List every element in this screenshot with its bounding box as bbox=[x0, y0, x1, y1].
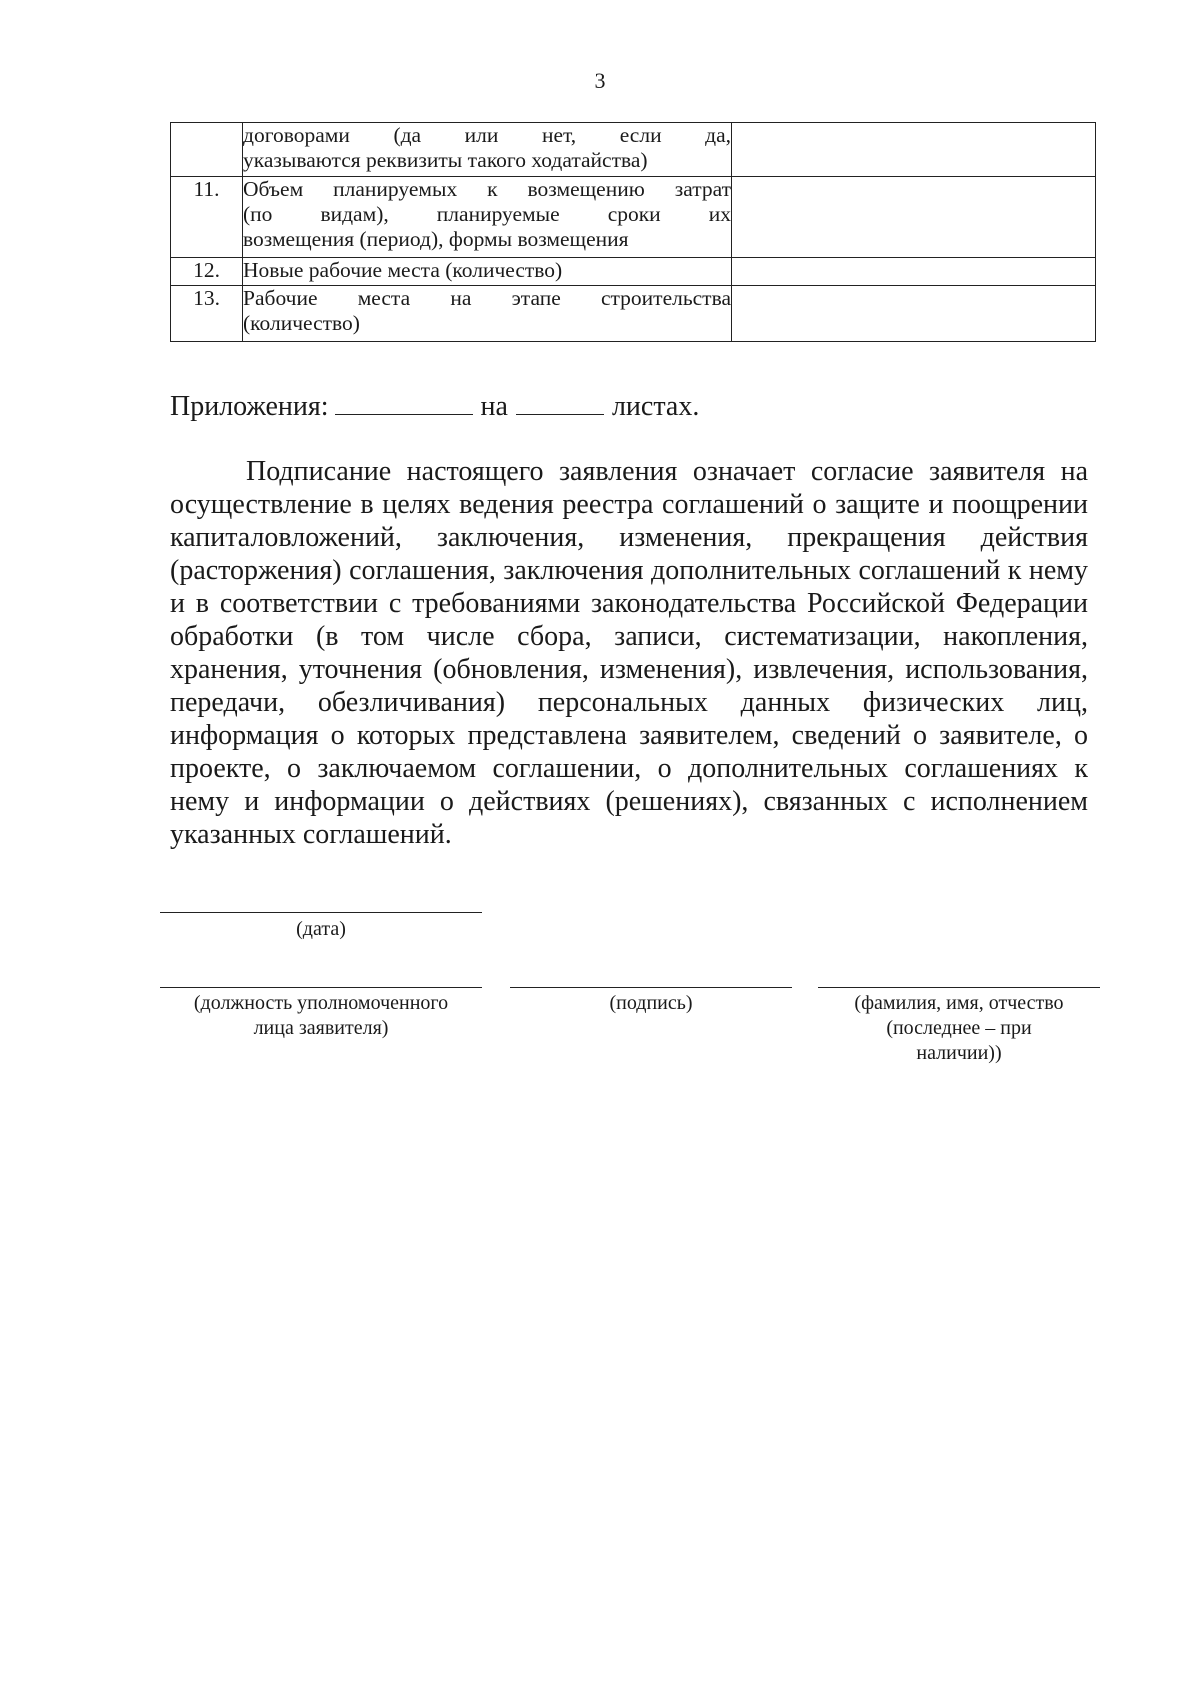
row-description-line: Новые рабочие места (количество) bbox=[243, 258, 563, 282]
appendix-count-field[interactable] bbox=[335, 390, 473, 415]
consent-paragraph: Подписание настоящего заявления означает согласие заявителя на осуществление в целях ведения реестра соглашений о защите и поощрении капиталовложений, заключения, изменения, прекращения действия (расторжения) соглашения, заключения дополнительных соглашений к нему и в соответствии с требованиями законодательства Российской Федерации обработки (в том числе сбора, записи, систематизации, накопления, хранения, уточнения (обновления, изменения), извлечения, использования, передачи, обезличивания) персональных данных физических лиц, информация о которых представлена заявителем, сведений о заявителе, о проекте, о заключаемом соглашении, о дополнительных соглашениях к нему и информации о действиях (решениях), связанных с исполнением указанных соглашений. bbox=[170, 456, 1088, 850]
row-description-line: (количество) bbox=[243, 311, 360, 335]
signature-caption: (подпись) bbox=[609, 992, 693, 1014]
table-row bbox=[171, 123, 1096, 177]
position-caption bbox=[160, 991, 482, 1041]
row-description-line: Рабочие места на этапе строительства bbox=[243, 286, 731, 310]
appendix-line bbox=[170, 390, 699, 423]
position-caption-line: лица заявителя) bbox=[253, 1017, 389, 1039]
row-description-line: возмещения (период), формы возмещения bbox=[243, 227, 629, 251]
table-row bbox=[171, 177, 1096, 258]
row-value-cell[interactable] bbox=[732, 258, 1096, 286]
name-line[interactable] bbox=[818, 987, 1100, 988]
position-caption-line: (должность уполномоченного bbox=[193, 992, 449, 1014]
date-line[interactable] bbox=[160, 912, 482, 913]
appendix-label: Приложения: bbox=[170, 391, 329, 422]
name-caption-line: (последнее – при bbox=[886, 1017, 1032, 1039]
row-number: 13. bbox=[171, 286, 243, 342]
appendix-sheets-field[interactable] bbox=[516, 390, 604, 415]
position-line[interactable] bbox=[160, 987, 482, 988]
row-value-cell[interactable] bbox=[732, 177, 1096, 258]
row-value-cell[interactable] bbox=[732, 123, 1096, 177]
row-number: 11. bbox=[171, 177, 243, 258]
appendix-sheets-label: листах. bbox=[611, 391, 700, 422]
row-description-line: Объем планируемых к возмещению затрат bbox=[243, 177, 731, 201]
row-description bbox=[243, 286, 732, 342]
row-description bbox=[243, 177, 732, 258]
row-number: 12. bbox=[171, 258, 243, 286]
row-description bbox=[243, 123, 732, 177]
row-number bbox=[171, 123, 243, 177]
application-details-table bbox=[170, 122, 1096, 342]
name-caption-line: наличии)) bbox=[916, 1042, 1002, 1064]
row-value-cell[interactable] bbox=[732, 286, 1096, 342]
appendix-on-label: на bbox=[480, 391, 508, 422]
table-row bbox=[171, 286, 1096, 342]
signature-line[interactable] bbox=[510, 987, 792, 988]
name-caption-line: (фамилия, имя, отчество bbox=[854, 992, 1064, 1014]
name-caption bbox=[818, 991, 1100, 1066]
table-row bbox=[171, 258, 1096, 286]
row-description bbox=[243, 258, 732, 286]
page-number: 3 bbox=[594, 68, 606, 93]
row-description-line: указываются реквизиты такого ходатайства) bbox=[243, 148, 648, 172]
row-description-line: (по видам), планируемые сроки их bbox=[243, 202, 731, 226]
row-description-line: договорами (да или нет, если да, bbox=[243, 123, 731, 147]
date-caption: (дата) bbox=[296, 918, 346, 940]
